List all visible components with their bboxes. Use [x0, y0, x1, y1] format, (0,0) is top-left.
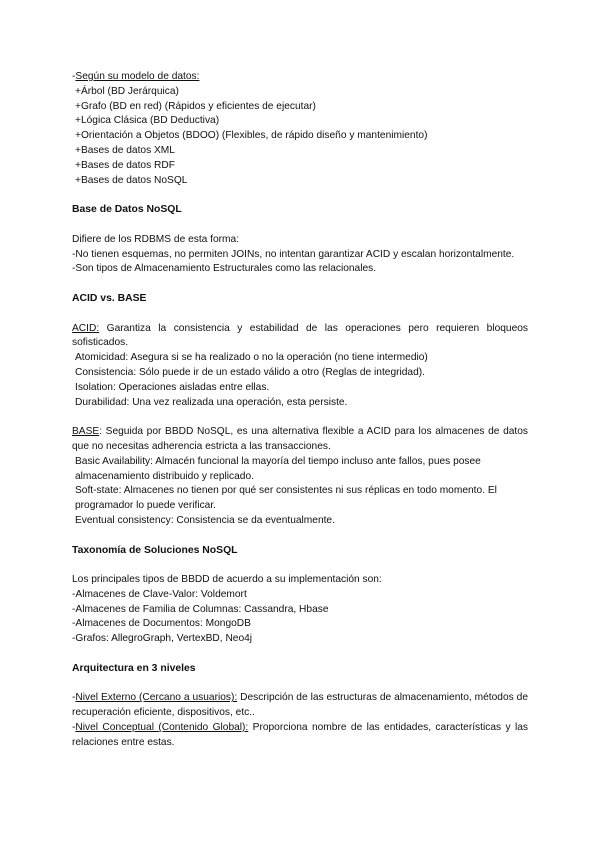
base-definition	[72, 425, 528, 455]
taxonomia-intro: Los principales tipos de BBDD de acuerdo a su implementación son:	[72, 574, 382, 586]
acid-title: ACID vs. BASE	[72, 292, 147, 304]
nivel-externo	[72, 691, 528, 721]
nosql-line1: -No tienen esquemas, no permiten JOINs, no intentan garantizar ACID y escalan horizontalmente.	[72, 248, 515, 260]
base-item: Eventual consistency: Consistencia se da eventualmente.	[75, 514, 335, 526]
document-page	[72, 70, 528, 751]
nivel-externo-label: Nivel Externo (Cercano a usuarios):	[75, 692, 238, 704]
modelo-item: +Bases de datos RDF	[75, 159, 175, 171]
base-item: Basic Availability: Almacén funcional la mayoría del tiempo incluso ante fallos, pues posee almacenamiento distribuido y replicado.	[75, 455, 481, 482]
modelo-heading-text: Según su modelo de datos:	[75, 71, 200, 82]
taxonomia-item: -Almacenes de Documentos: MongoDB	[72, 618, 251, 630]
nivel-conceptual-label: Nivel Conceptual (Contenido Global):	[75, 722, 249, 734]
acid-item: Consistencia: Sólo puede ir de un estado válido a otro (Reglas de integridad).	[75, 366, 425, 378]
acid-item: Isolation: Operaciones aisladas entre ellas.	[75, 381, 270, 393]
modelo-item: +Árbol (BD Jerárquica)	[75, 85, 179, 97]
taxonomia-item: -Grafos: AllegroGraph, VertexBD, Neo4j	[72, 633, 253, 645]
base-item: Soft-state: Almacenes no tienen por qué ser consistentes ni sus réplicas en todo momento. El programador lo puede verificar.	[75, 485, 497, 512]
modelo-item: +Bases de datos NoSQL	[75, 174, 188, 186]
acid-item: Atomicidad: Asegura si se ha realizado o no la operación (no tiene intermedio)	[75, 352, 428, 364]
nosql-title: Base de Datos NoSQL	[72, 204, 182, 216]
nivel-externo-prefix: -	[72, 692, 76, 704]
taxonomia-item: -Almacenes de Clave-Valor: Voldemort	[72, 588, 247, 600]
nivel-conceptual	[72, 721, 528, 751]
acid-label: ACID:	[72, 322, 100, 334]
modelo-heading-prefix: -	[72, 71, 76, 82]
modelo-heading	[72, 70, 528, 85]
taxonomia-item: -Almacenes de Familia de Columnas: Cassandra, Hbase	[72, 603, 329, 615]
modelo-item: +Orientación a Objetos (BDOO) (Flexibles, de rápido diseño y mantenimiento)	[75, 130, 428, 142]
acid-definition	[72, 322, 528, 352]
nosql-line2: -Son tipos de Almacenamiento Estructurales como las relacionales.	[72, 263, 377, 275]
modelo-item: +Lógica Clásica (BD Deductiva)	[75, 115, 220, 127]
modelo-item: +Bases de datos XML	[75, 144, 175, 156]
taxonomia-title: Taxonomía de Soluciones NoSQL	[72, 544, 238, 556]
nivel-conceptual-prefix: -	[72, 722, 76, 734]
acid-text: Garantiza la consistencia y estabilidad de las operaciones pero requieren bloqueos sofisticados.	[72, 322, 528, 349]
base-text: : Seguida por BBDD NoSQL, es una alternativa flexible a ACID para los almacenes de datos que no necesitas adherencia estricta a las transacciones.	[72, 426, 528, 452]
nosql-intro: Difiere de los RDBMS de esta forma:	[72, 233, 240, 245]
nivel-externo-text: Descripción de las estructuras de almacenamiento, métodos de recuperación eficiente, dispositivos, etc..	[72, 692, 528, 719]
modelo-item: +Grafo (BD en red) (Rápidos y eficientes de ejecutar)	[75, 100, 316, 112]
arquitectura-title: Arquitectura en 3 niveles	[72, 662, 196, 674]
base-label: BASE	[72, 426, 100, 438]
acid-item: Durabilidad: Una vez realizada una operación, esta persiste.	[75, 396, 348, 408]
nivel-conceptual-text: Proporciona nombre de las entidades, características y las relaciones entre estas.	[72, 722, 528, 748]
